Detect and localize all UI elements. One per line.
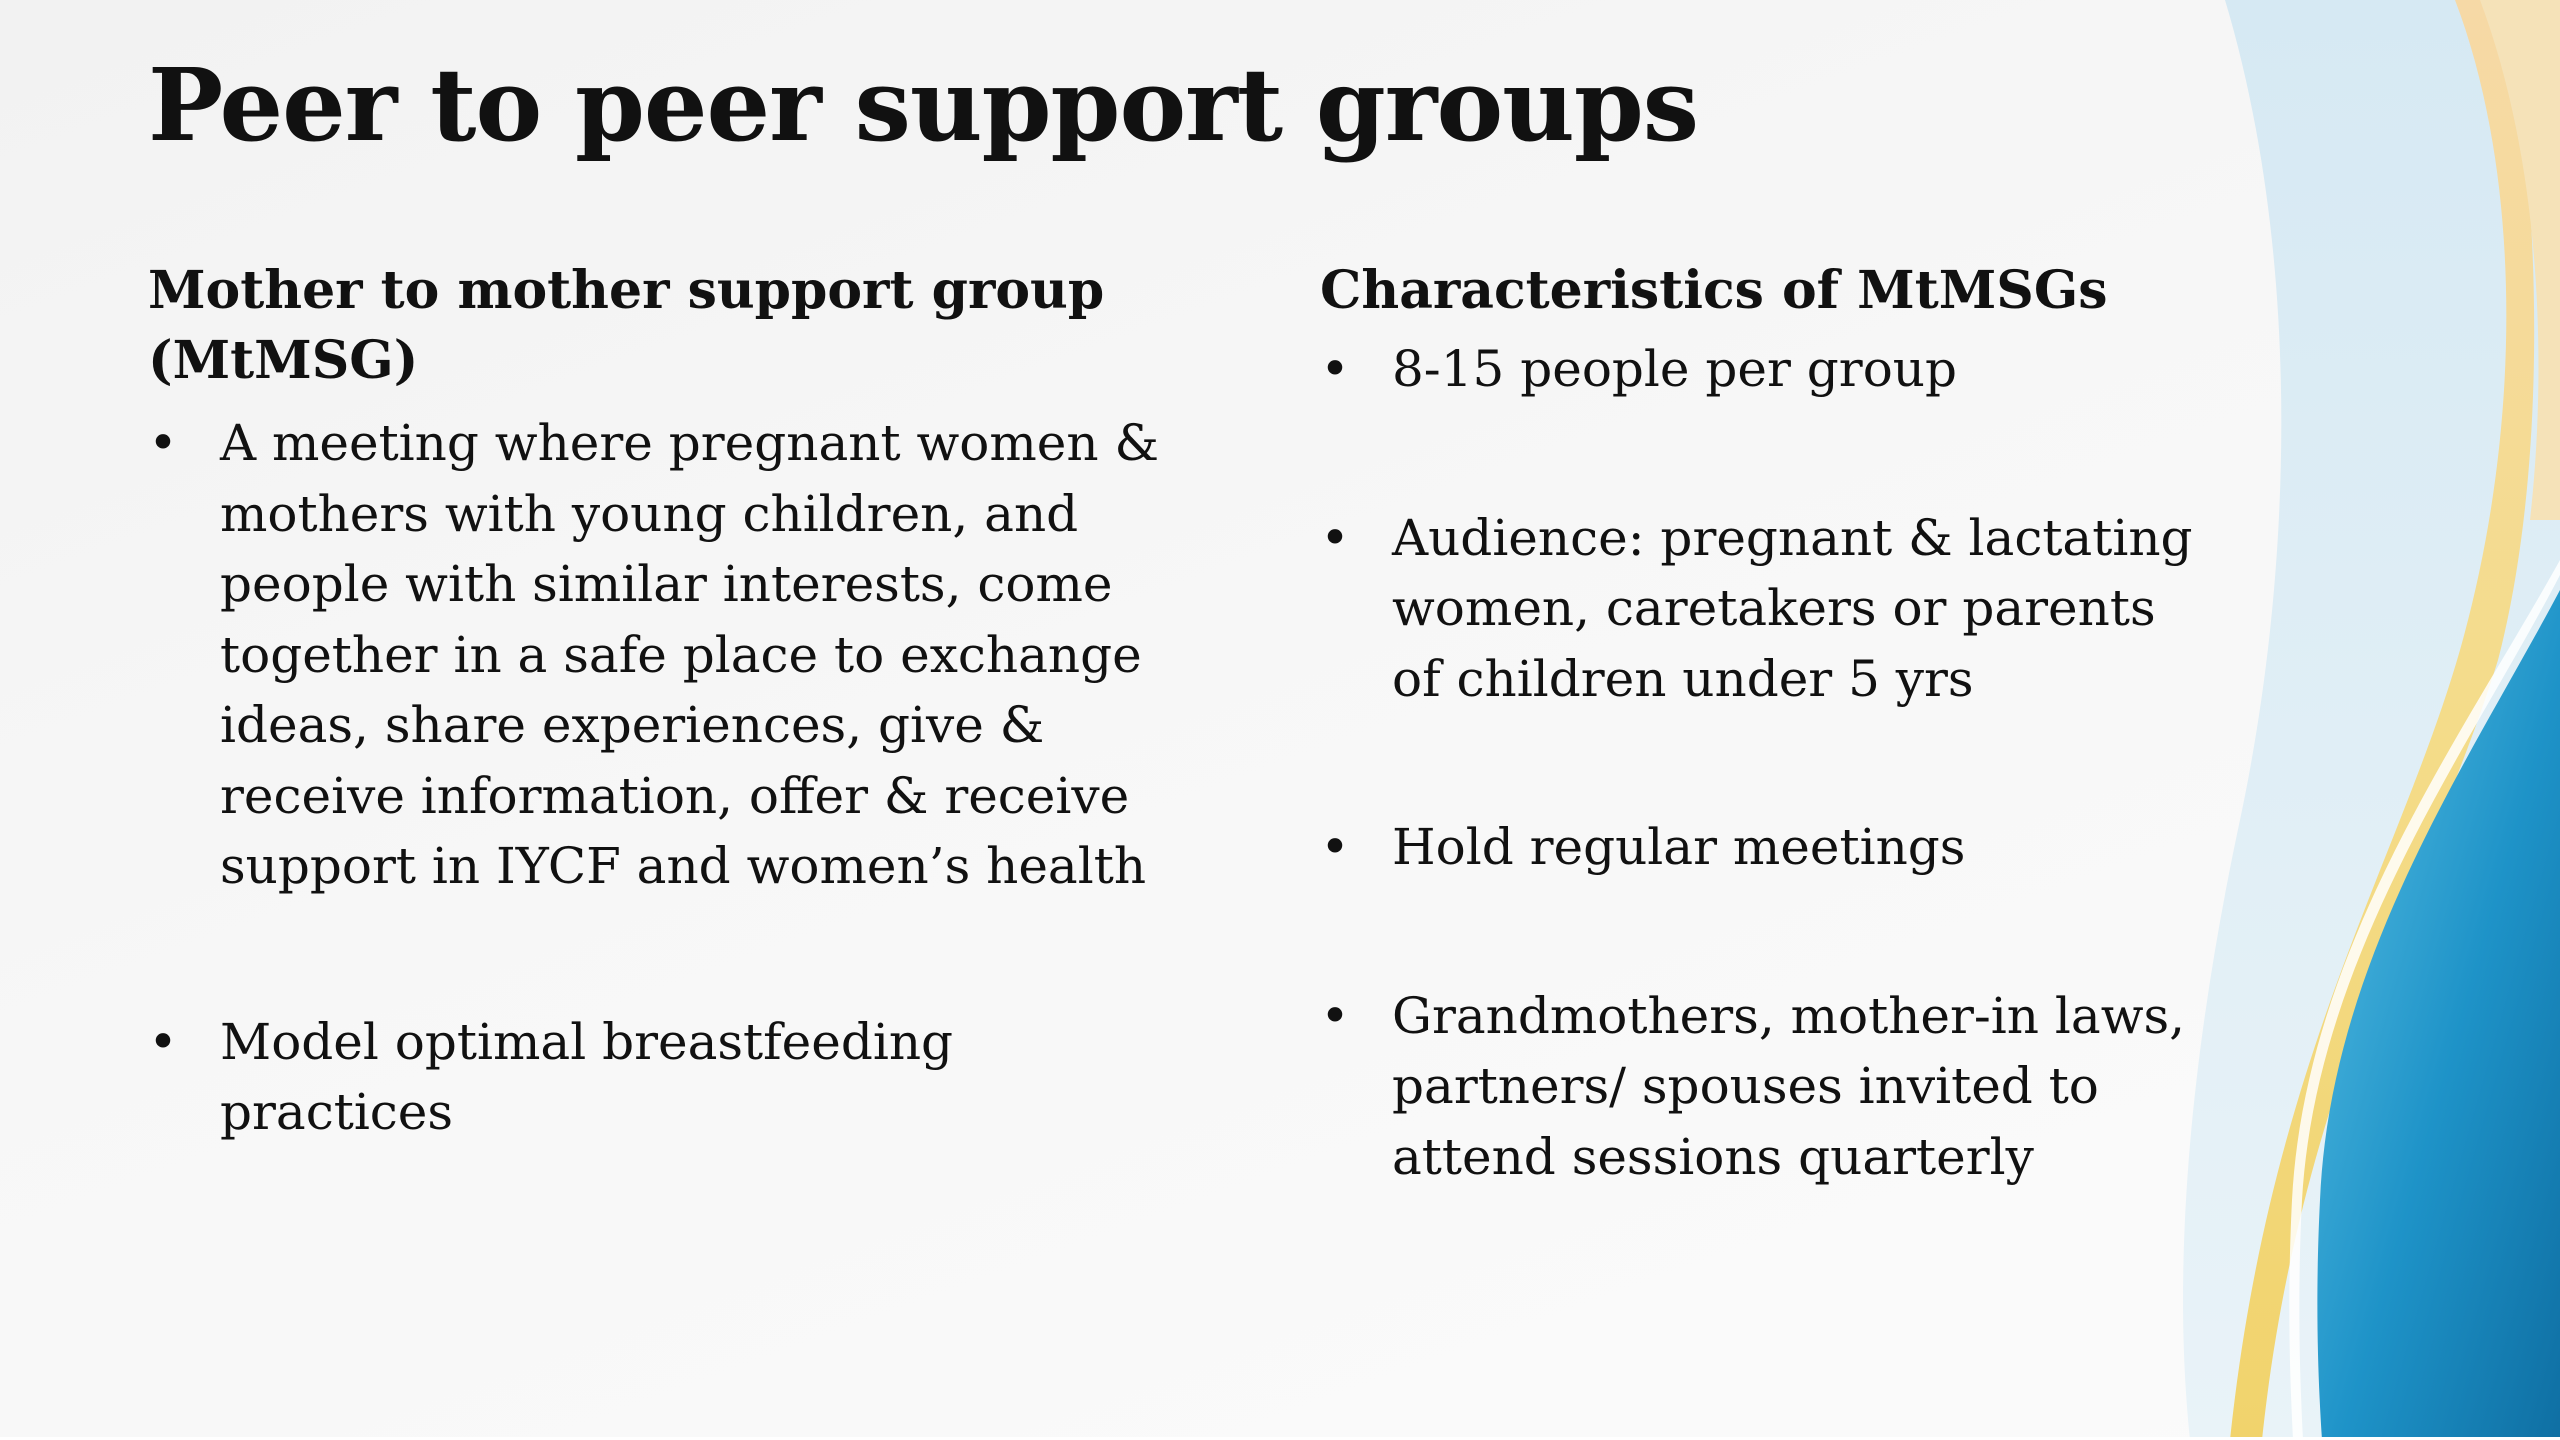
left-heading-line-2: (MtMSG) bbox=[148, 330, 419, 391]
bullet-item bbox=[148, 408, 1178, 902]
bullet-item bbox=[148, 1007, 1178, 1148]
bullet-text-line: support in IYCF and women’s health bbox=[220, 837, 1147, 895]
left-column-heading bbox=[148, 256, 1178, 396]
bullet-icon: • bbox=[148, 414, 178, 472]
bullet-item bbox=[1320, 981, 2220, 1193]
bullet-text-line: women, caretakers or parents bbox=[1392, 579, 2156, 637]
bullet-icon: • bbox=[1320, 340, 1350, 398]
bullet-text-line: people with similar interests, come bbox=[220, 555, 1113, 613]
bullet-item bbox=[1320, 812, 2220, 883]
right-column bbox=[1320, 256, 2220, 1192]
left-heading-line-1: Mother to mother support group bbox=[148, 260, 1105, 321]
bullet-text-line: together in a safe place to exchange bbox=[220, 625, 1142, 684]
bullet-text-line: mothers with young children, and bbox=[220, 484, 1079, 543]
bullet-text-line: A meeting where pregnant women & bbox=[220, 414, 1159, 472]
bullet-icon: • bbox=[148, 1012, 178, 1071]
right-bullet-list bbox=[1320, 334, 2220, 1192]
left-column bbox=[148, 256, 1178, 1148]
bullet-text-line: Grandmothers, mother-in laws, bbox=[1392, 986, 2186, 1045]
bullet-text-line: partners/ spouses invited to bbox=[1392, 1057, 2099, 1115]
bullet-text-line: receive information, offer & receive bbox=[220, 766, 1130, 825]
bullet-text-line: 8-15 people per group bbox=[1392, 340, 1958, 398]
bullet-icon: • bbox=[1320, 986, 1350, 1045]
bullet-text-line: Model optimal breastfeeding bbox=[220, 1012, 954, 1071]
bullet-icon: • bbox=[1320, 508, 1350, 567]
bullet-item bbox=[1320, 503, 2220, 715]
left-bullet-list bbox=[148, 408, 1178, 1148]
slide-title: Peer to peer support groups bbox=[148, 46, 1699, 164]
bullet-item bbox=[1320, 334, 2220, 405]
bullet-text-line: Audience: pregnant & lactating bbox=[1392, 508, 2193, 567]
bullet-text-line: Hold regular meetings bbox=[1392, 818, 1966, 876]
bullet-text-line: practices bbox=[220, 1083, 454, 1141]
right-column-heading: Characteristics of MtMSGs bbox=[1320, 260, 2108, 321]
bullet-text-line: of children under 5 yrs bbox=[1392, 649, 1974, 708]
bullet-text-line: attend sessions quarterly bbox=[1392, 1127, 2034, 1186]
bullet-text-line: ideas, share experiences, give & bbox=[220, 696, 1045, 754]
bullet-icon: • bbox=[1320, 818, 1350, 876]
